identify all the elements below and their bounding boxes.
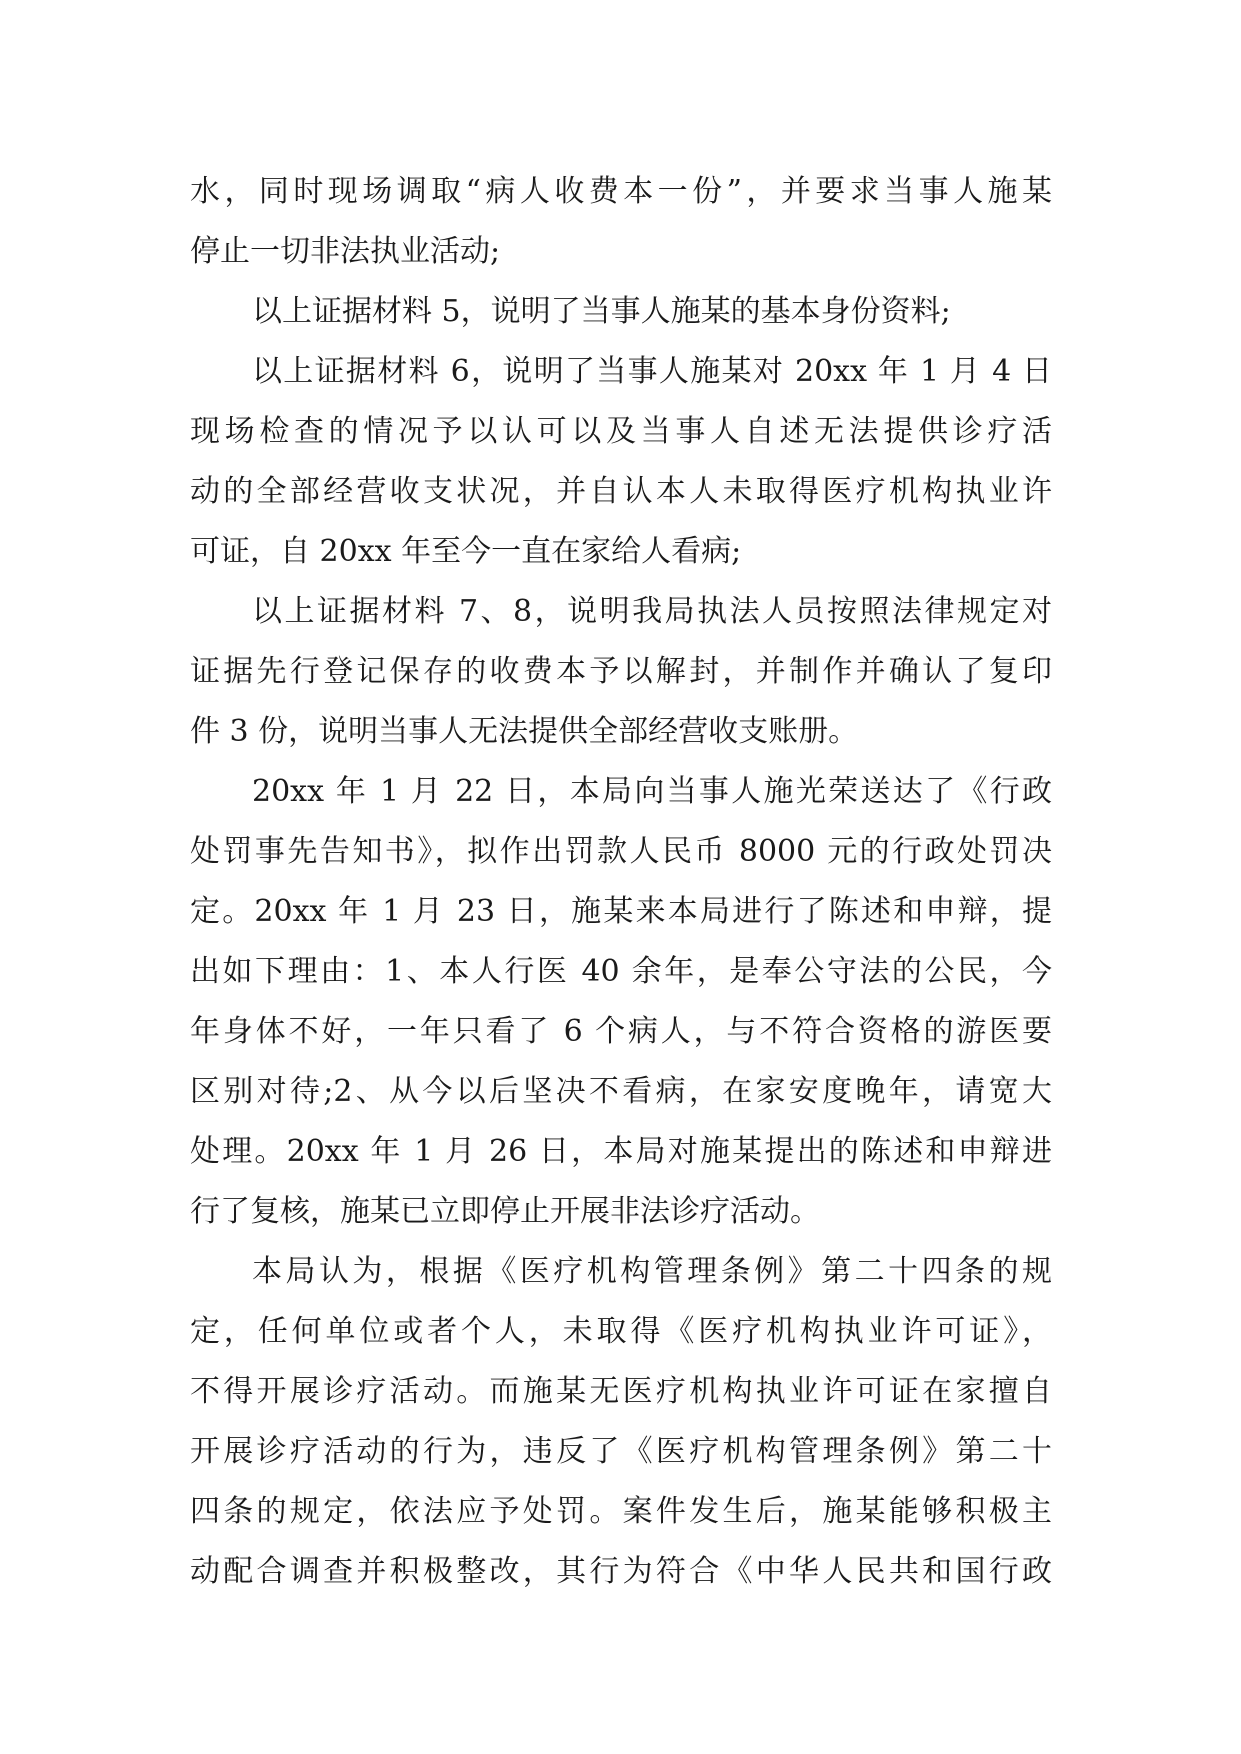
text-line: 出如下理由：1、本人行医 40 余年，是奉公守法的公民，今 [190, 954, 1052, 989]
text-line: 停止一切非法执业活动; [190, 234, 501, 269]
text-line: 四条的规定，依法应予处罚。案件发生后，施某能够积极主 [190, 1494, 1052, 1529]
text-line: 处罚事先告知书》，拟作出罚款人民币 8000 元的行政处罚决 [190, 834, 1052, 869]
text-line: 件 3 份，说明当事人无法提供全部经营收支账册。 [190, 714, 859, 749]
text-line: 定。20xx 年 1 月 23 日，施某来本局进行了陈述和申辩，提 [190, 894, 1052, 929]
text-line: 不得开展诊疗活动。而施某无医疗机构执业许可证在家擅自 [190, 1374, 1052, 1409]
text-line: 开展诊疗活动的行为，违反了《医疗机构管理条例》第二十 [190, 1434, 1052, 1469]
text-line: 处理。20xx 年 1 月 26 日，本局对施某提出的陈述和申辩进 [190, 1134, 1052, 1169]
text-line: 可证，自 20xx 年至今一直在家给人看病; [190, 534, 742, 569]
text-line: 行了复核，施某已立即停止开展非法诊疗活动。 [190, 1194, 820, 1229]
text-line: 证据先行登记保存的收费本予以解封，并制作并确认了复印 [190, 654, 1052, 689]
text-line: 定，任何单位或者个人，未取得《医疗机构执业许可证》， [190, 1314, 1052, 1349]
text-line: 区别对待;2、从今以后坚决不看病，在家安度晚年，请宽大 [190, 1074, 1052, 1109]
text-line: 水，同时现场调取“病人收费本一份”，并要求当事人施某 [190, 174, 1052, 209]
text-line: 本局认为，根据《医疗机构管理条例》第二十四条的规 [252, 1254, 1052, 1289]
body-text [190, 162, 1052, 1602]
text-line: 以上证据材料 5，说明了当事人施某的基本身份资料; [252, 294, 951, 329]
text-line: 20xx 年 1 月 22 日，本局向当事人施光荣送达了《行政 [252, 774, 1052, 809]
text-line: 年身体不好，一年只看了 6 个病人，与不符合资格的游医要 [190, 1014, 1052, 1049]
text-line: 以上证据材料 7、8，说明我局执法人员按照法律规定对 [252, 594, 1052, 629]
text-line: 动的全部经营收支状况，并自认本人未取得医疗机构执业许 [190, 474, 1052, 509]
text-line: 动配合调查并积极整改，其行为符合《中华人民共和国行政 [190, 1554, 1052, 1589]
text-line: 现场检查的情况予以认可以及当事人自述无法提供诊疗活 [190, 414, 1052, 449]
text-line: 以上证据材料 6，说明了当事人施某对 20xx 年 1 月 4 日 [252, 354, 1052, 389]
